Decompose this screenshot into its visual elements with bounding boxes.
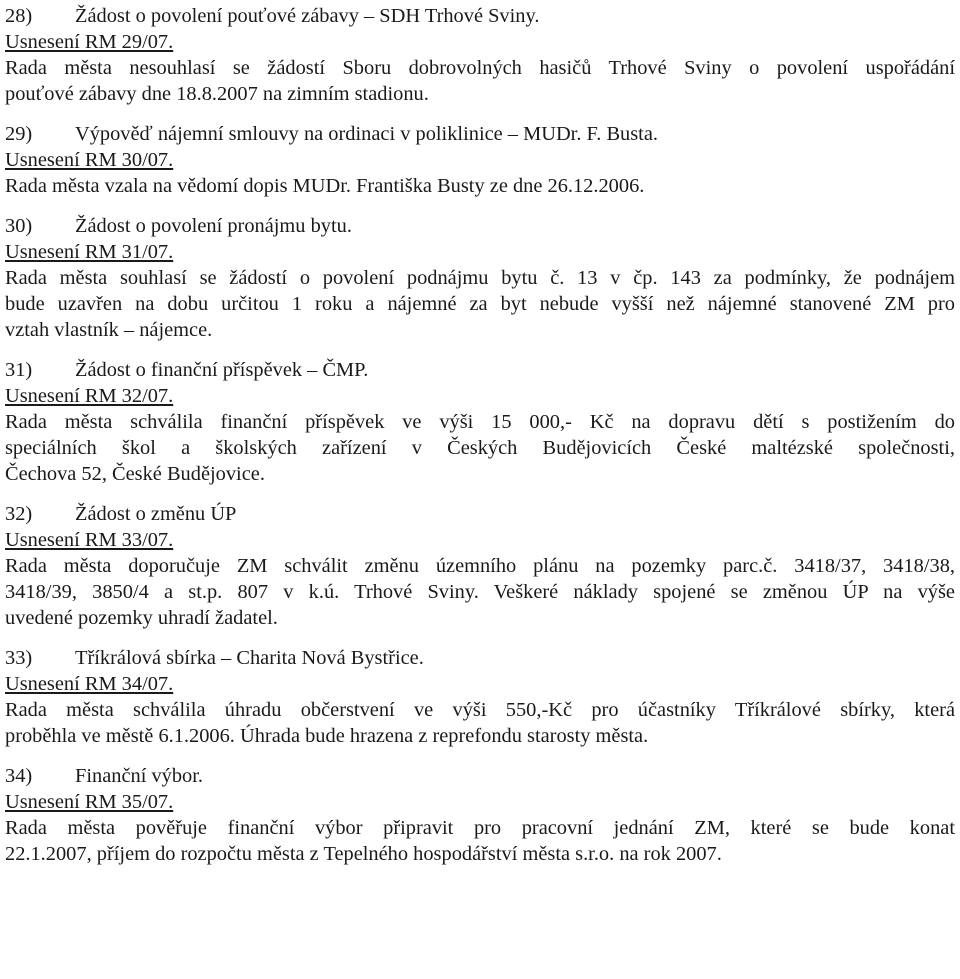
text-line: bude uzavřen na dobu určitou 1 roku a nájemné za byt nebude vyšší než nájemné stanovené ZM pro: [5, 293, 955, 315]
resolution-text: [5, 173, 955, 199]
resolution-line: [5, 147, 955, 173]
text-line: Rada města souhlasí se žádostí o povolení podnájmu bytu č. 13 v čp. 143 za podmínky, že podnájem: [5, 267, 955, 289]
resolution-number: Usnesení RM 29/07.: [5, 31, 174, 53]
agenda-item-33: [5, 645, 955, 749]
agenda-item-31: [5, 357, 955, 487]
resolution-line: [5, 239, 955, 265]
item-heading: [5, 501, 955, 527]
item-number: 29): [5, 123, 33, 145]
item-heading: [5, 645, 955, 671]
item-number: 32): [5, 503, 33, 525]
resolution-number: Usnesení RM 31/07.: [5, 241, 174, 263]
item-heading: [5, 121, 955, 147]
item-title: Žádost o povolení pronájmu bytu.: [75, 215, 352, 237]
text-line: uvedené pozemky uhradí žadatel.: [5, 607, 278, 629]
resolution-number: Usnesení RM 30/07.: [5, 149, 174, 171]
resolution-number: Usnesení RM 35/07.: [5, 791, 174, 813]
item-title: Tříkrálová sbírka – Charita Nová Bystřice.: [75, 647, 424, 669]
item-number: 28): [5, 5, 33, 27]
text-line: 3418/39, 3850/4 a st.p. 807 v k.ú. Trhové Sviny. Veškeré náklady spojené se změnou ÚP na výše: [5, 581, 955, 603]
agenda-item-32: [5, 501, 955, 631]
text-line: speciálních škol a školských zařízení v Českých Budějovicích České maltézské společnosti,: [5, 437, 955, 459]
agenda-item-30: [5, 213, 955, 343]
resolution-line: [5, 527, 955, 553]
item-title: Finanční výbor.: [75, 765, 203, 787]
item-number: 31): [5, 359, 33, 381]
agenda-item-29: [5, 121, 955, 199]
text-line: 22.1.2007, příjem do rozpočtu města z Tepelného hospodářství města s.r.o. na rok 2007.: [5, 843, 722, 865]
item-title: Výpověď nájemní smlouvy na ordinaci v poliklinice – MUDr. F. Busta.: [75, 123, 658, 145]
resolution-line: [5, 671, 955, 697]
text-line: Rada města nesouhlasí se žádostí Sboru dobrovolných hasičů Trhové Sviny o povolení uspořádání: [5, 57, 955, 79]
item-heading: [5, 763, 955, 789]
resolution-number: Usnesení RM 32/07.: [5, 385, 174, 407]
item-title: Žádost o změnu ÚP: [75, 503, 237, 525]
document-page: [5, 3, 955, 867]
resolution-text: [5, 697, 955, 749]
item-title: Žádost o finanční příspěvek – ČMP.: [75, 359, 369, 381]
item-heading: [5, 357, 955, 383]
resolution-text: [5, 55, 955, 107]
item-heading: [5, 213, 955, 239]
item-number: 33): [5, 647, 33, 669]
resolution-line: [5, 789, 955, 815]
resolution-text: [5, 265, 955, 343]
resolution-line: [5, 29, 955, 55]
text-line: Rada města pověřuje finanční výbor připravit pro pracovní jednání ZM, které se bude konat: [5, 817, 955, 839]
item-number: 30): [5, 215, 33, 237]
resolution-number: Usnesení RM 34/07.: [5, 673, 174, 695]
text-line: Rada města vzala na vědomí dopis MUDr. Františka Busty ze dne 26.12.2006.: [5, 175, 645, 197]
resolution-number: Usnesení RM 33/07.: [5, 529, 174, 551]
resolution-text: [5, 815, 955, 867]
text-line: vztah vlastník – nájemce.: [5, 319, 213, 341]
text-line: proběhla ve městě 6.1.2006. Úhrada bude hrazena z reprefondu starosty města.: [5, 725, 649, 747]
item-title: Žádost o povolení pouťové zábavy – SDH Trhové Sviny.: [75, 5, 540, 27]
agenda-item-28: [5, 3, 955, 107]
resolution-text: [5, 553, 955, 631]
text-line: Rada města doporučuje ZM schválit změnu územního plánu na pozemky parc.č. 3418/37, 3418/38,: [5, 555, 955, 577]
item-heading: [5, 3, 955, 29]
text-line: Čechova 52, České Budějovice.: [5, 463, 265, 485]
text-line: pouťové zábavy dne 18.8.2007 na zimním stadionu.: [5, 83, 429, 105]
agenda-item-34: [5, 763, 955, 867]
item-number: 34): [5, 765, 33, 787]
text-line: Rada města schválila finanční příspěvek ve výši 15 000,- Kč na dopravu dětí s postižením do: [5, 411, 955, 433]
resolution-text: [5, 409, 955, 487]
text-line: Rada města schválila úhradu občerstvení ve výši 550,-Kč pro účastníky Tříkrálové sbírky, která: [5, 699, 955, 721]
resolution-line: [5, 383, 955, 409]
